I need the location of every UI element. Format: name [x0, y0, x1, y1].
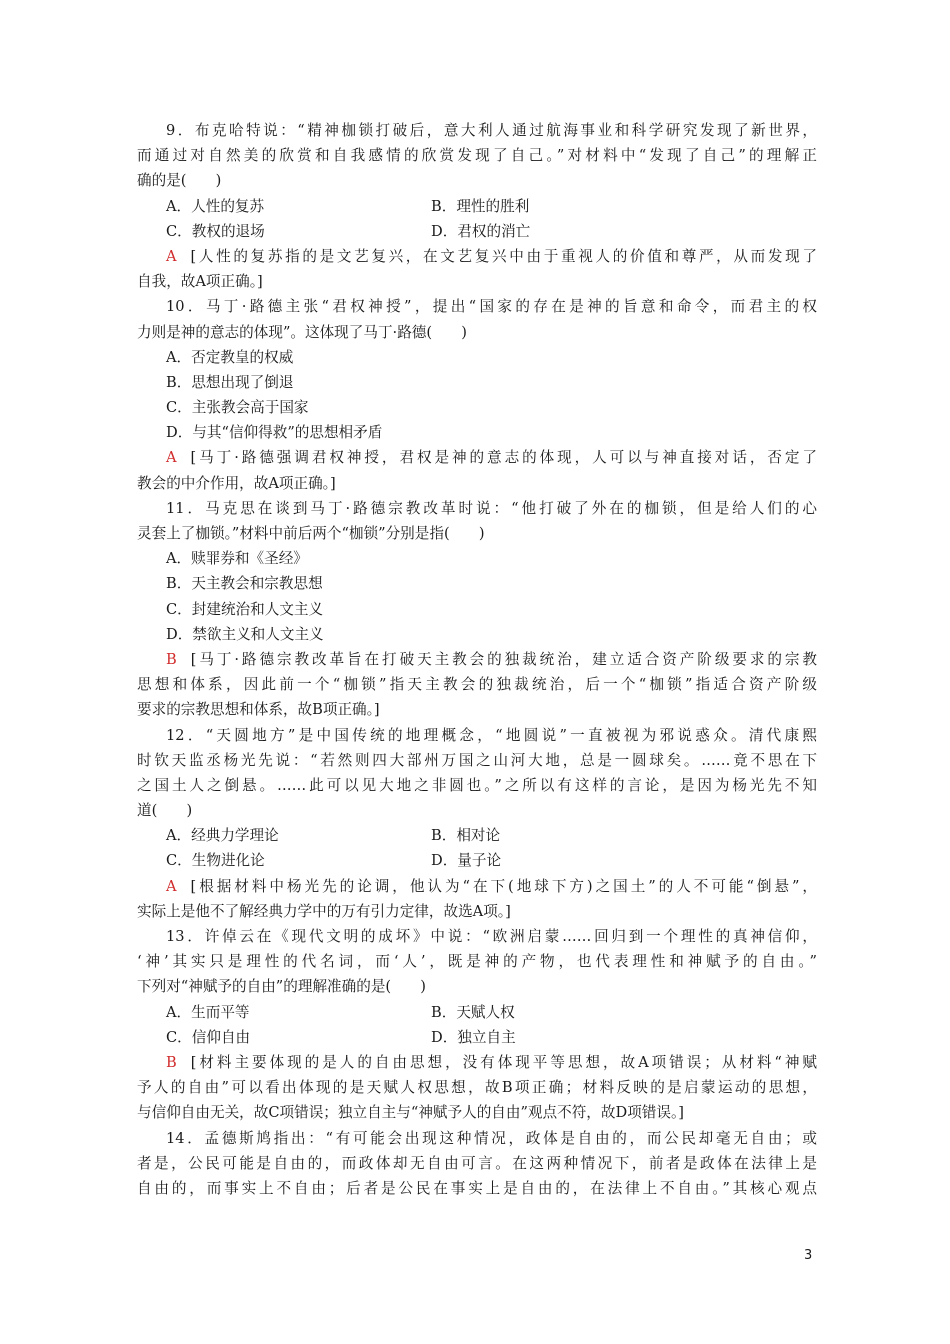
- option-c: C．主张教会高于国家: [166, 399, 309, 417]
- question-stem-line: 11．马克思在谈到马丁·路德宗教改革时说：“他打破了外在的枷锁，但是给人们的心: [166, 499, 817, 517]
- option-a: A．经典力学理论: [166, 827, 279, 845]
- question-stem-line: 之国土人之倒悬。……此可以见大地之非圆也。”之所以有这样的言论，是因为杨光先不知: [137, 776, 817, 794]
- explanation-line: 自我，故A项正确。]: [137, 273, 263, 291]
- question-14: [137, 1126, 817, 1202]
- answer-letter: B: [166, 650, 177, 668]
- question-11: [137, 496, 817, 723]
- explanation-text: [根据材料中杨光先的论调，他认为“在下(地球下方)之国土”的人不可能“倒悬”，: [190, 877, 817, 895]
- answer-line: [137, 1050, 817, 1075]
- question-stem-line: 自由的，而事实上不自由；后者是公民在事实上是自由的，在法律上不自由。”其核心观点: [137, 1179, 817, 1197]
- question-stem-line: 而通过对自然美的欣赏和自我感情的欣赏发现了自己。”对材料中“发现了自己”的理解正: [137, 147, 817, 165]
- question-12: [137, 723, 817, 925]
- option-d: D．君权的消亡: [431, 222, 531, 240]
- option-d: D．与其“信仰得救”的思想相矛盾: [166, 424, 383, 442]
- option-row: [137, 219, 817, 244]
- option-b: B．天赋人权: [431, 1003, 515, 1021]
- question-stem-line: 下列对“神赋予的自由”的理解准确的是( ): [137, 978, 426, 996]
- question-stem-line: 力则是神的意志的体现”。这体现了马丁·路德( ): [137, 323, 467, 341]
- option-c: C．封建统治和人文主义: [166, 600, 324, 618]
- option-b: B．理性的胜利: [431, 197, 530, 215]
- question-stem-line: 者是，公民可能是自由的，而政体却无自由可言。在这两种情况下，前者是政体在法律上是: [137, 1154, 817, 1172]
- question-stem-line: 12．“天圆地方”是中国传统的地理概念，“地圆说”一直被视为邪说惑众。清代康熙: [166, 726, 817, 744]
- question-stem-line: 13．许倬云在《现代文明的成坏》中说：“欧洲启蒙……回归到一个理性的真神信仰，: [166, 928, 817, 945]
- explanation-text: [人性的复苏指的是文艺复兴，在文艺复兴中由于重视人的价值和尊严，从而发现了: [190, 247, 817, 265]
- question-9: [137, 118, 817, 294]
- answer-line: [137, 445, 817, 470]
- explanation-text: [材料主要体现的是人的自由思想，没有体现平等思想，故A项错误；从材料“神赋: [190, 1053, 817, 1071]
- answer-letter: A: [166, 449, 177, 467]
- answer-line: [137, 244, 817, 269]
- option-b: B．天主教会和宗教思想: [166, 575, 323, 593]
- option-c: C．教权的退场: [166, 222, 265, 240]
- option-row: [137, 1025, 817, 1050]
- option-row: [137, 1000, 817, 1025]
- option-d: D．禁欲主义和人文主义: [166, 625, 324, 643]
- option-b: B．相对论: [431, 827, 501, 845]
- option-a: A．生而平等: [166, 1003, 250, 1021]
- question-stem-line: ‘神’其实只是理性的代名词，而‘人’，既是神的产物，也代表理性和神赋予的自由。”: [137, 953, 817, 971]
- option-a: A．赎罪券和《圣经》: [166, 550, 308, 568]
- question-13: [137, 924, 817, 1126]
- page-number: 3: [804, 1248, 813, 1263]
- option-row: [137, 823, 817, 848]
- answer-line: [137, 647, 817, 672]
- question-stem-line: 14．孟德斯鸠指出：“有可能会出现这种情况，政体是自由的，而公民却毫无自由；或: [166, 1129, 817, 1147]
- option-a: A．人性的复苏: [166, 197, 265, 215]
- question-stem-line: 确的是( ): [137, 172, 222, 190]
- answer-line: [137, 874, 817, 899]
- question-stem-line: 道( ): [137, 802, 193, 820]
- option-c: C．信仰自由: [166, 1028, 251, 1046]
- explanation-text: [马丁·路德强调君权神授，君权是神的意志的体现，人可以与神直接对话，否定了: [190, 449, 817, 467]
- explanation-line: 教会的中介作用，故A项正确。]: [137, 474, 336, 492]
- explanation-line: 与信仰自由无关，故C项错误；独立自主与“神赋予人的自由”观点不符，故D项错误。]: [137, 1104, 684, 1122]
- option-d: D．独立自主: [431, 1028, 516, 1046]
- question-stem-line: 10．马丁·路德主张“君权神授”，提出“国家的存在是神的旨意和命令，而君主的权: [166, 298, 817, 316]
- option-row: [137, 194, 817, 219]
- question-stem-line: 时钦天监丞杨光先说：“若然则四大部州万国之山河大地，总是一圆球矣。……竟不思在下: [137, 751, 817, 769]
- explanation-line: 要求的宗教思想和体系，故B项正确。]: [137, 701, 380, 719]
- answer-letter: A: [166, 247, 177, 265]
- option-a: A．否定教皇的权威: [166, 348, 294, 366]
- question-stem-line: 9．布克哈特说：“精神枷锁打破后，意大利人通过航海事业和科学研究发现了新世界，: [166, 122, 817, 139]
- explanation-line: 实际上是他不了解经典力学中的万有引力定律，故选A项。]: [137, 902, 511, 920]
- option-row: [137, 848, 817, 873]
- answer-letter: A: [166, 877, 177, 895]
- explanation-text: [马丁·路德宗教改革旨在打破天主教会的独裁统治，建立适合资产阶级要求的宗教: [190, 650, 817, 668]
- explanation-line: 予人的自由”可以看出体现的是天赋人权思想，故B项正确；材料反映的是启蒙运动的思想，: [137, 1079, 817, 1097]
- option-c: C．生物进化论: [166, 852, 265, 870]
- option-d: D．量子论: [431, 852, 502, 870]
- document-body: [137, 118, 817, 1201]
- question-stem-line: 灵套上了枷锁。”材料中前后两个“枷锁”分别是指( ): [137, 525, 485, 542]
- option-b: B．思想出现了倒退: [166, 373, 294, 391]
- answer-letter: B: [166, 1053, 177, 1071]
- question-10: [137, 294, 817, 496]
- explanation-line: 思想和体系，因此前一个“枷锁”指天主教会的独裁统治，后一个“枷锁”指适合资产阶级: [137, 676, 817, 694]
